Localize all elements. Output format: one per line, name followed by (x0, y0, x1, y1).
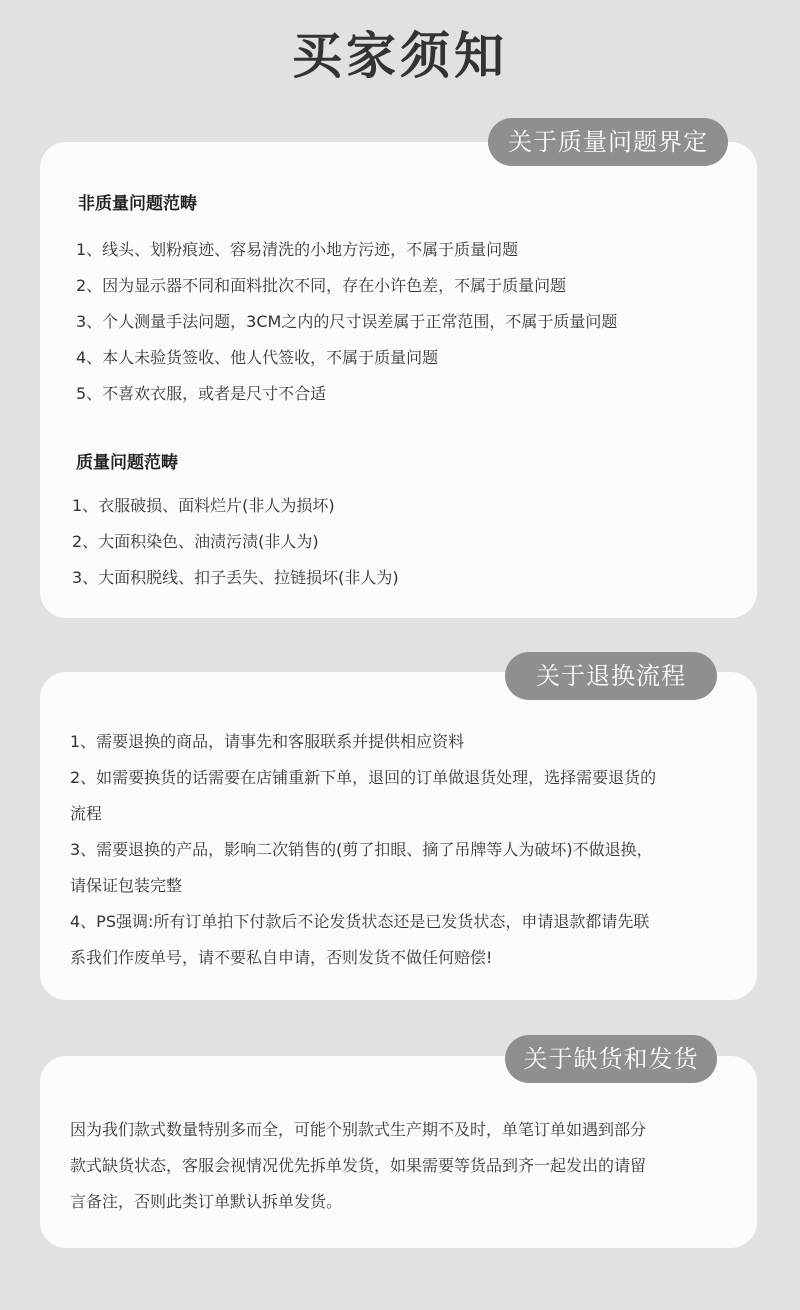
returns-line: 流程 (70, 804, 103, 823)
non-quality-item: 3、个人测量手法问题，3CM之内的尺寸误差属于正常范围，不属于质量问题 (76, 312, 618, 331)
returns-text (70, 724, 750, 976)
shipping-section-pill: 关于缺货和发货 (505, 1035, 717, 1083)
shipping-line: 款式缺货状态，客服会视情况优先拆单发货，如果需要等货品到齐一起发出的请留 (70, 1156, 647, 1175)
returns-line: 4、PS强调:所有订单拍下付款后不论发货状态还是已发货状态，申请退款都请先联 (70, 912, 650, 931)
non-quality-heading: 非质量问题范畴 (78, 194, 197, 214)
quality-item: 3、大面积脱线、扣子丢失、拉链损坏(非人为) (72, 568, 399, 587)
quality-item: 2、大面积染色、油渍污渍(非人为) (72, 532, 319, 551)
non-quality-item: 5、不喜欢衣服，或者是尺寸不合适 (76, 384, 327, 403)
returns-line: 3、需要退换的产品，影响二次销售的(剪了扣眼、摘了吊牌等人为破坏)不做退换， (70, 840, 653, 859)
quality-item: 1、衣服破损、面料烂片(非人为损坏) (72, 496, 335, 515)
quality-definition-card (40, 142, 757, 618)
returns-line: 请保证包装完整 (70, 876, 183, 895)
non-quality-item: 1、线头、划粉痕迹、容易清洗的小地方污迹，不属于质量问题 (76, 240, 519, 259)
returns-section-pill: 关于退换流程 (505, 652, 717, 700)
shipping-line: 因为我们款式数量特别多而全，可能个别款式生产期不及时，单笔订单如遇到部分 (70, 1120, 647, 1139)
quality-heading: 质量问题范畴 (76, 453, 178, 473)
page-title: 买家须知 (292, 27, 508, 85)
non-quality-item: 2、因为显示器不同和面料批次不同，存在小许色差，不属于质量问题 (76, 276, 567, 295)
shipping-line: 言备注，否则此类订单默认拆单发货。 (70, 1192, 343, 1211)
quality-section-pill: 关于质量问题界定 (488, 118, 728, 166)
shipping-text (70, 1112, 750, 1220)
non-quality-item: 4、本人未验货签收、他人代签收，不属于质量问题 (76, 348, 439, 367)
returns-line: 1、需要退换的商品，请事先和客服联系并提供相应资料 (70, 732, 465, 751)
returns-line: 2、如需要换货的话需要在店铺重新下单，退回的订单做退货处理，选择需要退货的 (70, 768, 657, 787)
returns-line: 系我们作废单号，请不要私自申请，否则发货不做任何赔偿! (70, 948, 493, 967)
